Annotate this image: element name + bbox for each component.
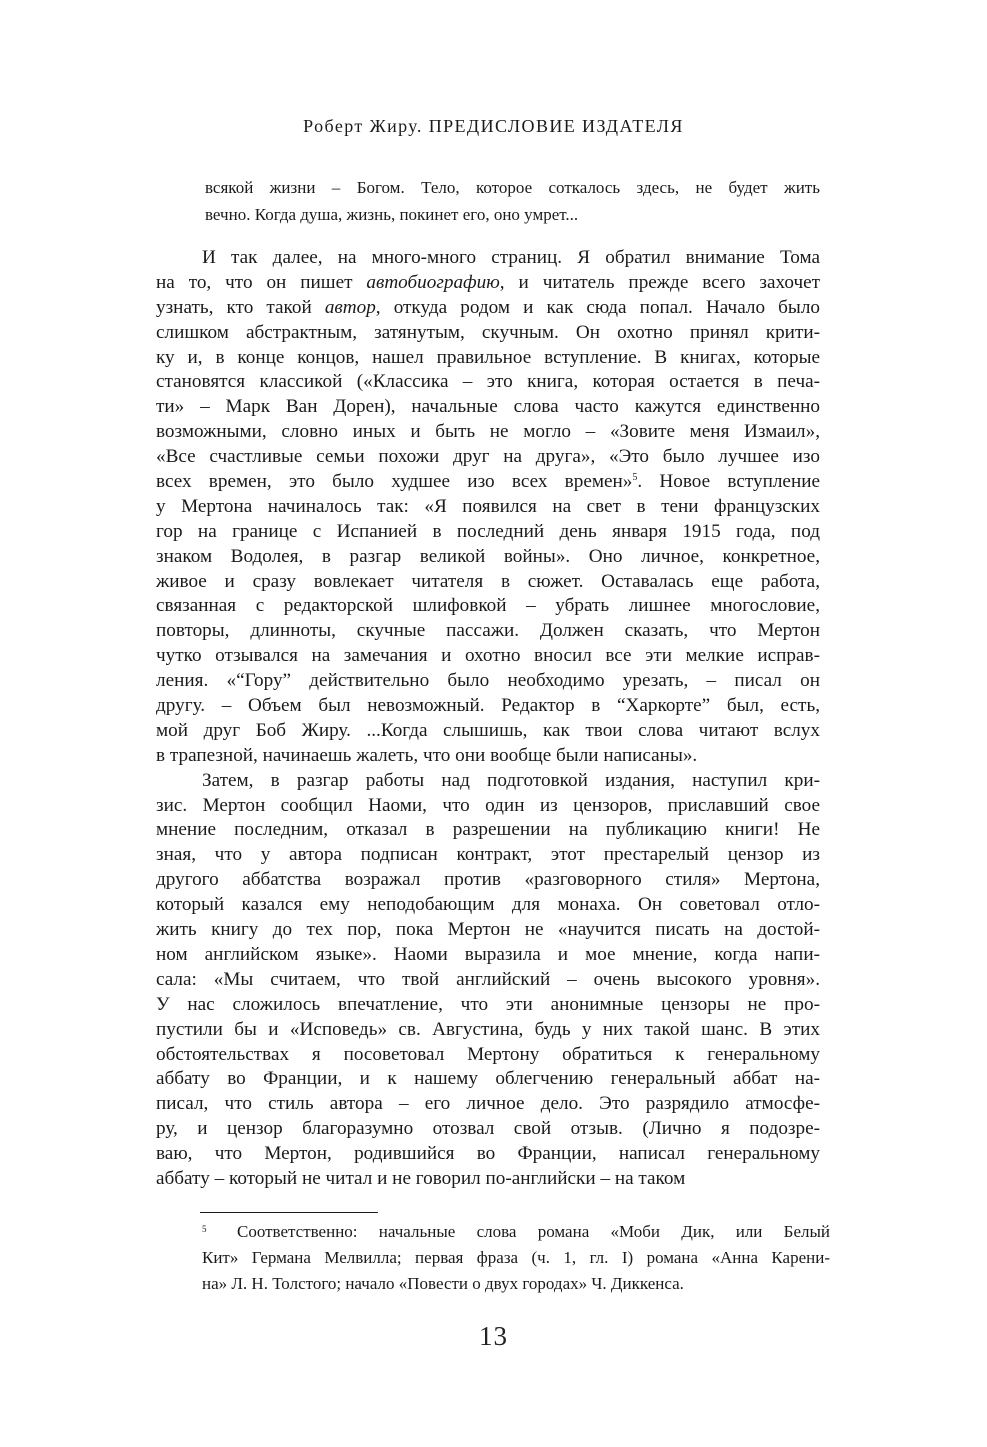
text-line: узнать, кто такой автор, откуда родом и как сюда попал. Начало было (156, 296, 820, 318)
text-line: связанная с редакторской шлифовкой – убрать лишнее многословие, (156, 595, 820, 617)
text-line: зная, что у автора подписан контракт, этот престарелый цензор из (156, 844, 820, 866)
text-line: ления. «“Гору” действительно было необходимо урезать, – писал он (156, 670, 820, 692)
text-line: возможными, словно иных и быть не могло – «Зовите меня Измаил», (156, 421, 820, 443)
text-line: на то, что он пишет автобиографию, и читатель прежде всего захочет (156, 271, 820, 293)
text-line: знаком Водолея, в разгар великой войны». Оно личное, конкретное, (156, 545, 820, 567)
text-line: писал, что стиль автора – его личное дело. Это разрядило атмосфе- (156, 1093, 820, 1115)
text-line: в трапезной, начинаешь жалеть, что они вообще были написаны». (156, 744, 698, 766)
italic-term: автобиографию (366, 271, 500, 293)
text-line: живое и сразу вовлекает читателя в сюжет. Оставалась еще работа, (156, 570, 820, 592)
footnote-number: 5 (202, 1224, 207, 1234)
quote-line: всякой жизни – Богом. Тело, которое соткалось здесь, не будет жить (205, 178, 820, 197)
text-line: «Все счастливые семьи похожи друг на друга», «Это было лучшее изо (156, 446, 820, 468)
text-line: повторы, длинноты, скучные пассажи. Должен сказать, что Мертон (156, 620, 820, 642)
text-line: аббату – который не читал и не говорил по-английски – на таком (156, 1167, 686, 1189)
text-line: мнение последним, отказал в разрешении на публикацию книги! Не (156, 819, 820, 841)
text-line: ваю, что Мертон, родившийся во Франции, написал генеральному (156, 1143, 820, 1165)
text-line: ти» – Марк Ван Дорен), начальные слова часто кажутся единственно (156, 396, 820, 418)
text-line: мой друг Боб Жиру. ...Когда слышишь, как твои слова читают вслух (156, 719, 820, 741)
text-line: обстоятельствах я посоветовал Мертону обратиться к генеральному (156, 1043, 820, 1065)
text-line: сала: «Мы считаем, что твой английский – очень высокого уровня». (156, 968, 820, 990)
text-line: у Мертона начиналось так: «Я появился на свет в тени французских (156, 495, 820, 517)
text-line: ру, и цензор благоразумно отозвал свой отзыв. (Лично я подозре- (156, 1118, 820, 1140)
footnote-ref[interactable]: 5 (632, 472, 638, 484)
text-line: зис. Мертон сообщил Наоми, что один из цензоров, приславший свое (156, 794, 820, 816)
text-line: гор на границе с Испанией в последний день января 1915 года, под (156, 520, 820, 542)
paragraph-1 (156, 246, 820, 769)
text-line: ном английском языке». Наоми выразила и мое мнение, когда напи- (156, 943, 820, 965)
body-text (156, 246, 820, 1192)
text-line: становятся классикой («Классика – это книга, которая остается в печа- (156, 371, 820, 393)
paragraph-2 (156, 769, 820, 1192)
text-line: ку и, в конце концов, нашел правильное вступление. В книгах, которые (156, 346, 820, 368)
text-line: жить книгу до тех пор, пока Мертон не «научится писать на достой- (156, 919, 820, 941)
italic-term: автор (324, 296, 376, 318)
text-line: всех времен, это было худшее изо всех времен»$^5$. Новое вступление (156, 471, 820, 493)
text-line: пустили бы и «Исповедь» св. Августина, будь у них такой шанс. В этих (156, 1018, 820, 1040)
page-number: 13 (479, 1321, 508, 1351)
text-line: другу. – Объем был невозможный. Редактор в “Харкорте” был, есть, (156, 695, 820, 717)
text-line: другого аббатства возражал против «разговорного стиля» Мертона, (156, 869, 820, 891)
text-line: слишком абстрактным, затянутым, скучным. Он охотно принял крити- (156, 321, 820, 343)
text-line: на» Л. Н. Толстого; начало «Повести о двух городах» Ч. Диккенса. (202, 1274, 684, 1293)
footnote (202, 1219, 830, 1297)
text-line: который казался ему неподобающим для монаха. Он советовал отло- (156, 894, 820, 916)
block-quote (205, 174, 820, 228)
text-line: чутко отзывался на замечания и охотно вносил все эти мелкие исправ- (156, 645, 820, 667)
text-line: Затем, в разгар работы над подготовкой издания, наступил кри- (202, 769, 820, 791)
text-line: аббату во Франции, и к нашему облегчению генеральный аббат на- (156, 1068, 820, 1090)
text-line: И так далее, на много-много страниц. Я обратил внимание Тома (202, 247, 820, 268)
text-line: У нас сложилось впечатление, что эти анонимные цензоры не про- (156, 993, 820, 1015)
text-line: Кит» Германа Мелвилла; первая фраза (ч. 1, гл. I) романа «Анна Карени- (202, 1248, 830, 1267)
running-head: Роберт Жиру. ПРЕДИСЛОВИЕ ИЗДАТЕЛЯ (303, 116, 684, 136)
footnote-divider (200, 1212, 378, 1213)
quote-line: вечно. Когда душа, жизнь, покинет его, оно умрет... (205, 205, 579, 224)
text-line: Соответственно: начальные слова романа «Моби Дик, или Белый (237, 1222, 830, 1241)
